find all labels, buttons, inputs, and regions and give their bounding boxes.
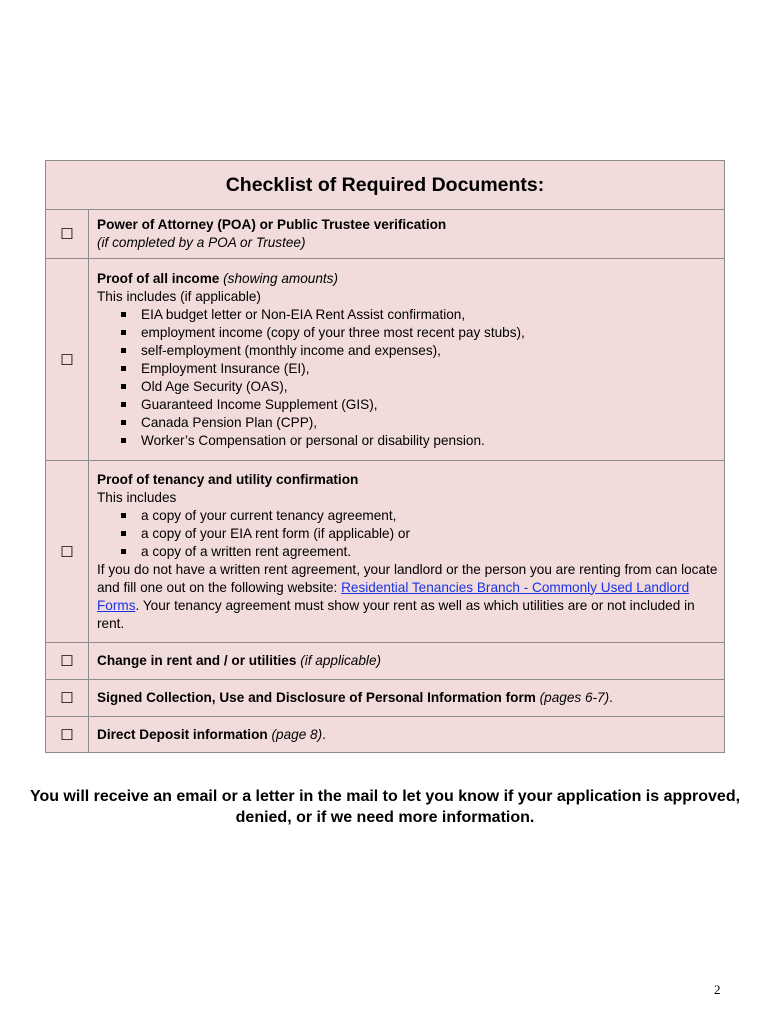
income-heading: Proof of all income	[97, 270, 220, 286]
rent-change-heading: Change in rent and / or utilities	[97, 653, 297, 668]
consent-form-heading: Signed Collection, Use and Disclosure of Personal Information form	[97, 690, 536, 705]
tenancy-text-before-link: If you do not have a written rent agreement, your landlord or the person you are renting from can locate and fill one out on the following website:	[97, 561, 718, 595]
list-item: self-employment (monthly income and expenses),	[119, 342, 718, 360]
page-number: 2	[714, 982, 721, 997]
list-item: Worker’s Compensation or personal or disability pension.	[119, 432, 718, 450]
tenancy-heading: Proof of tenancy and utility confirmation	[97, 471, 359, 487]
landlord-forms-link[interactable]: Residential Tenancies Branch - Commonly Used Landlord Forms	[97, 579, 690, 613]
direct-deposit-checkbox[interactable]: ☐	[60, 726, 74, 744]
list-item: EIA budget letter or Non-EIA Rent Assist confirmation,	[119, 306, 718, 324]
tenancy-row	[89, 461, 725, 643]
list-item: a copy of your EIA rent form (if applicable) or	[119, 525, 718, 543]
list-item: Guaranteed Income Supplement (GIS),	[119, 396, 718, 414]
tenancy-paragraph	[97, 561, 718, 633]
list-item: employment income (copy of your three most recent pay stubs),	[119, 324, 718, 342]
direct-deposit-heading: Direct Deposit information	[97, 726, 268, 742]
list-item: Old Age Security (OAS),	[119, 378, 718, 396]
consent-form-note: (pages 6-7)	[539, 690, 610, 705]
income-intro: This includes (if applicable)	[97, 288, 261, 304]
consent-form-suffix: .	[609, 690, 613, 705]
tenancy-intro: This includes	[97, 489, 177, 505]
income-row	[89, 259, 725, 461]
rent-change-row	[89, 643, 725, 680]
rent-change-note: (if applicable)	[300, 653, 382, 668]
tenancy-checkbox[interactable]: ☐	[60, 543, 74, 561]
poa-row	[89, 210, 725, 259]
list-item: Canada Pension Plan (CPP),	[119, 414, 718, 432]
rent-change-checkbox[interactable]: ☐	[60, 653, 74, 670]
income-list	[97, 306, 718, 450]
income-checkbox[interactable]: ☐	[60, 351, 74, 369]
checklist-title: Checklist of Required Documents:	[46, 161, 725, 210]
poa-checkbox[interactable]: ☐	[60, 226, 74, 243]
direct-deposit-note: (page 8)	[271, 726, 323, 742]
poa-note: (if completed by a POA or Trustee)	[97, 235, 306, 250]
tenancy-list	[97, 507, 718, 561]
list-item: a copy of your current tenancy agreement,	[119, 507, 718, 525]
income-heading-note: (showing amounts)	[223, 270, 338, 286]
tenancy-text-after-link: . Your tenancy agreement must show your rent as well as which utilities are or not included in rent.	[97, 597, 695, 631]
application-status-message: You will receive an email or a letter in the mail to let you know if your application is approved, denied, or if we need more information.	[29, 788, 741, 826]
poa-heading: Power of Attorney (POA) or Public Trustee verification	[97, 217, 447, 232]
direct-deposit-suffix: .	[322, 726, 326, 742]
direct-deposit-row	[89, 717, 725, 753]
required-documents-checklist	[45, 160, 725, 753]
list-item: Employment Insurance (EI),	[119, 360, 718, 378]
consent-form-checkbox[interactable]: ☐	[60, 690, 74, 707]
list-item: a copy of a written rent agreement.	[119, 543, 718, 561]
consent-form-row	[89, 680, 725, 717]
